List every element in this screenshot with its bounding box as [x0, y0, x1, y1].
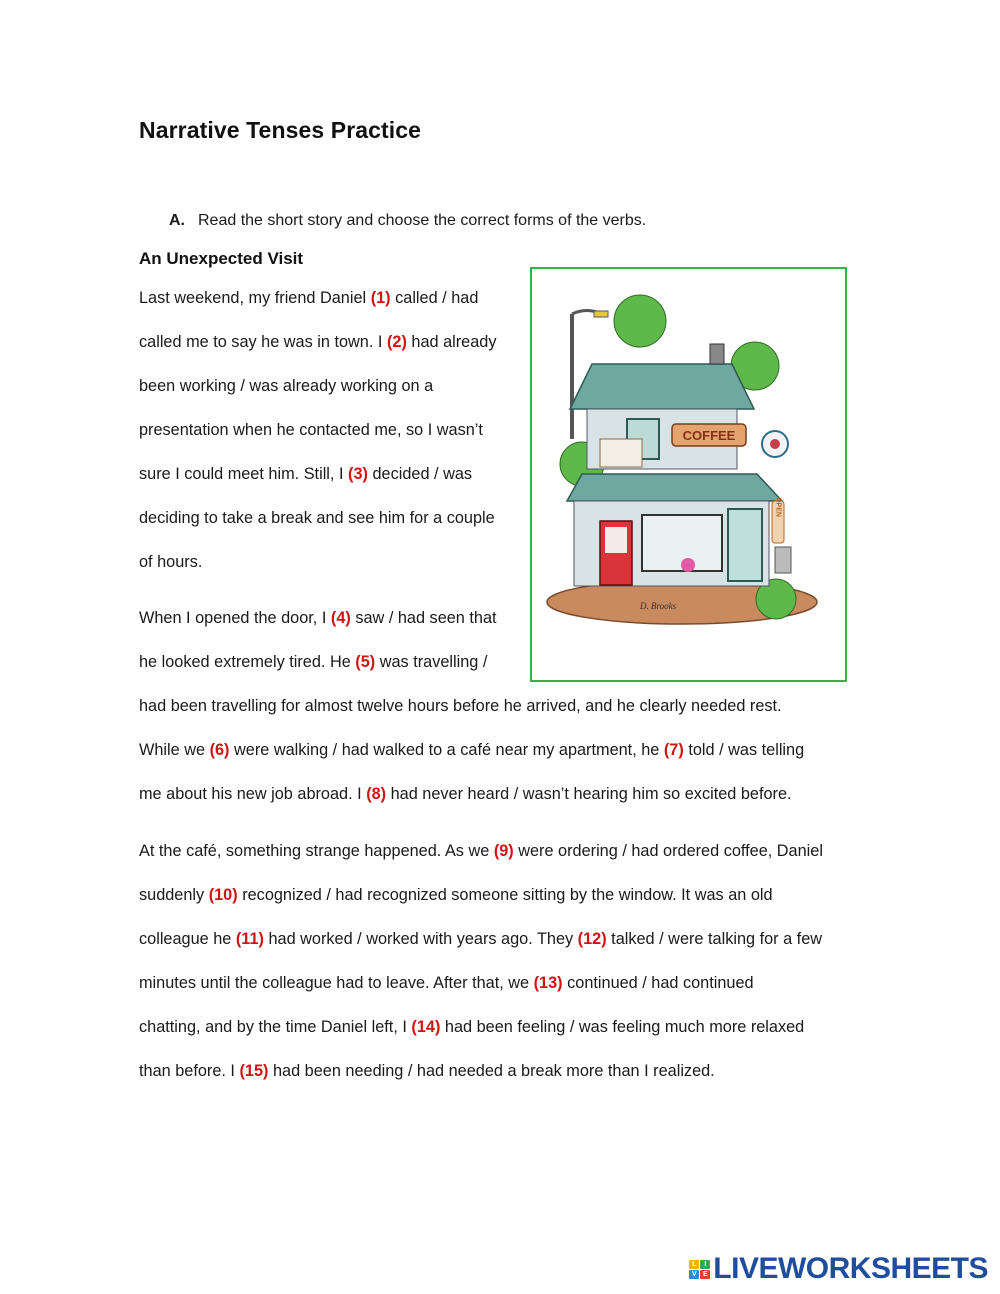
coffee-sign-text: COFFEE	[682, 428, 736, 443]
coffee-shop-illustration	[530, 267, 847, 682]
question-number: (11)	[235, 930, 264, 948]
story-text-segment: deciding to take a break and see him for a couple	[139, 509, 495, 527]
trash-bin	[775, 547, 791, 573]
story-line	[139, 841, 823, 861]
story-line	[139, 652, 487, 672]
story-line	[139, 885, 773, 905]
vending-window	[605, 527, 627, 553]
story-text-segment: were ordering / had ordered coffee, Daniel	[513, 842, 823, 860]
shop-door	[728, 509, 762, 581]
story-text-segment: talked / were talking for a few	[606, 930, 823, 948]
question-number: (12)	[577, 930, 607, 948]
story-text-segment: minutes until the colleague had to leave. After that, we	[139, 974, 534, 992]
story-text-segment: colleague he	[139, 930, 236, 948]
story-line	[139, 608, 497, 628]
story-text-segment: of hours.	[139, 553, 203, 571]
story-title: An Unexpected Visit	[139, 249, 304, 268]
question-number: (14)	[411, 1018, 441, 1036]
brand-blocks	[689, 1260, 710, 1279]
question-number: (9)	[493, 842, 514, 860]
upper-roof	[570, 364, 754, 409]
story-line	[139, 420, 483, 440]
story-text-segment: chatting, and by the time Daniel left, I	[139, 1018, 412, 1036]
question-number: (4)	[330, 609, 351, 627]
flower-pot	[681, 558, 695, 572]
question-number: (13)	[533, 974, 563, 992]
artist-signature: D. Brooks	[640, 601, 677, 611]
story-text-segment: had never heard / wasn’t hearing him so excited before.	[386, 785, 792, 803]
question-number: (6)	[209, 741, 230, 759]
brand-name: LIVEWORKSHEETS	[713, 1252, 988, 1285]
chimney	[710, 344, 724, 364]
notice-board	[600, 439, 642, 467]
story-text-segment: had been feeling / was feeling much more relaxed	[440, 1018, 805, 1036]
question-number: (10)	[208, 886, 238, 904]
story-text-segment: suddenly	[139, 886, 209, 904]
lamp-head	[594, 311, 608, 317]
instruction	[169, 212, 646, 230]
story-text-segment: was travelling /	[375, 653, 488, 671]
story-text-segment: had worked / worked with years ago. They	[263, 930, 578, 948]
bush-top	[614, 295, 666, 347]
brand-block-e: E	[700, 1270, 710, 1279]
story-text-segment: were walking / had walked to a café near my apartment, he	[229, 741, 664, 759]
story-line	[139, 508, 495, 528]
story-line	[139, 332, 497, 352]
cup-sign-icon	[770, 439, 780, 449]
story-text-segment: continued / had continued	[562, 974, 754, 992]
lower-roof	[567, 474, 782, 501]
question-number: (15)	[239, 1062, 269, 1080]
story-text-segment: been working / was already working on a	[139, 377, 434, 395]
story-line	[139, 552, 202, 572]
story-text-segment: he looked extremely tired. He	[139, 653, 356, 671]
story-line	[139, 464, 472, 484]
story-text-segment: told / was telling	[683, 741, 805, 759]
story-line	[139, 973, 754, 993]
story-text-segment: decided / was	[367, 465, 473, 483]
coffee-shop-drawing	[532, 269, 845, 680]
story-text-segment: presentation when he contacted me, so I wasn’t	[139, 421, 483, 439]
question-number: (3)	[348, 465, 368, 483]
story-line	[139, 929, 822, 949]
story-text-segment: Last weekend, my friend Daniel	[139, 289, 371, 307]
story-text-segment: had been needing / had needed a break more than I realized.	[268, 1062, 715, 1080]
question-number: (5)	[355, 653, 376, 671]
story-text-segment: had been travelling for almost twelve hours before he arrived, and he clearly needed rest.	[139, 697, 782, 715]
story-line	[139, 784, 792, 804]
question-number: (7)	[663, 741, 684, 759]
story-text-segment: had already	[406, 333, 497, 351]
story-text-segment: When I opened the door, I	[139, 609, 331, 627]
story-line	[139, 1061, 715, 1081]
page-title: Narrative Tenses Practice	[139, 117, 422, 143]
brand-block-v: V	[689, 1270, 699, 1279]
story-text-segment: called me to say he was in town. I	[139, 333, 387, 351]
story-text-segment: called / had	[390, 289, 479, 307]
brand-block-i: I	[700, 1260, 710, 1269]
instruction-letter: A.	[169, 212, 185, 229]
question-number: (8)	[366, 785, 387, 803]
story-text-segment: At the café, something strange happened. As we	[139, 842, 494, 860]
story-line	[139, 740, 804, 760]
question-number: (2)	[386, 333, 407, 351]
story-line	[139, 376, 433, 396]
story-text-segment: saw / had seen that	[350, 609, 497, 627]
story-line	[139, 1017, 804, 1037]
brand-block-l: L	[689, 1260, 699, 1269]
story-line	[139, 696, 782, 716]
story-text-segment: sure I could meet him. Still, I	[139, 465, 349, 483]
story-text-segment: than before. I	[139, 1062, 240, 1080]
story-line	[139, 288, 478, 308]
instruction-text: Read the short story and choose the correct forms of the verbs.	[198, 212, 647, 229]
liveworksheets-logo[interactable]	[689, 1253, 988, 1285]
story-text-segment: recognized / had recognized someone sitting by the window. It was an old	[237, 886, 773, 904]
story-text-segment: me about his new job abroad. I	[139, 785, 367, 803]
story-text-segment: While we	[139, 741, 210, 759]
question-number: (1)	[370, 289, 391, 307]
open-sign-text: OPEN	[774, 497, 782, 517]
